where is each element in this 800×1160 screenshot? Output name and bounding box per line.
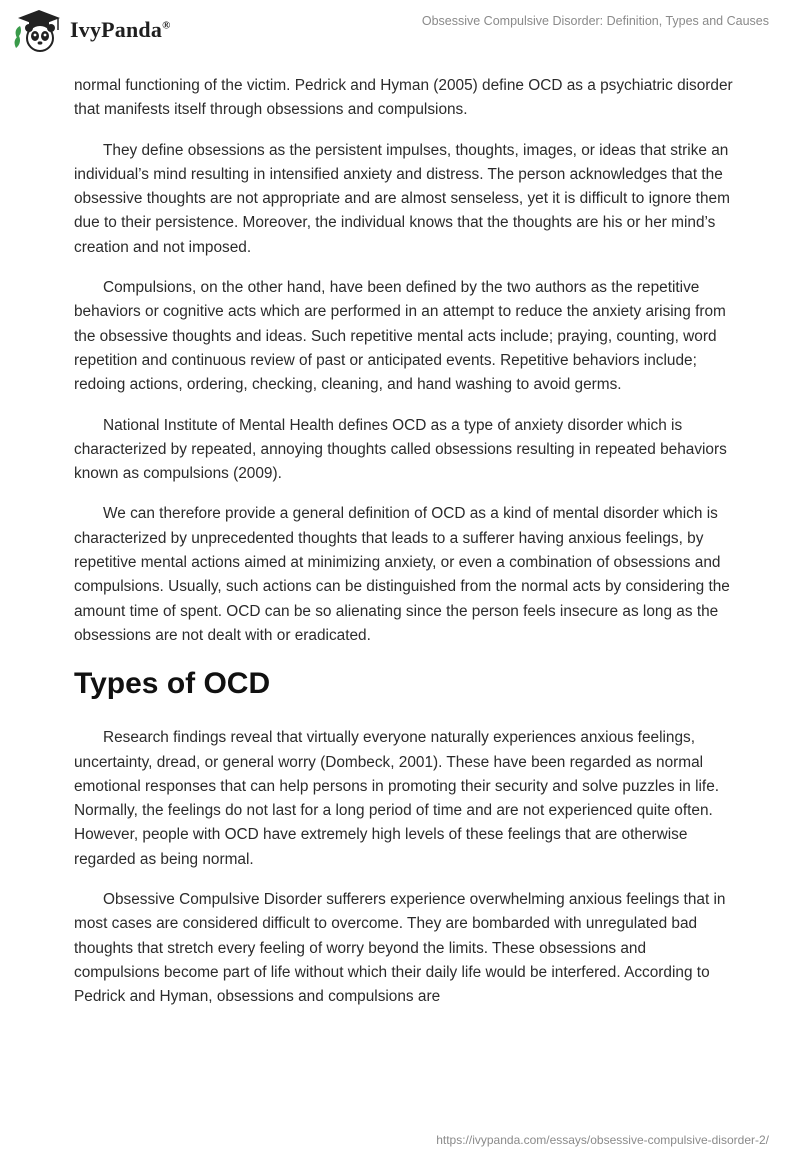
page-header	[0, 0, 800, 62]
panda-graduation-icon	[14, 8, 64, 52]
document-title: Obsessive Compulsive Disorder: Definition, Types and Causes	[421, 14, 769, 28]
ivypanda-logo[interactable]	[14, 8, 171, 52]
paragraph-nimh-definition: National Institute of Mental Health defines OCD as a type of anxiety disorder which is characterized by repeated, annoying thoughts called obsessions resulting in repeated behaviors known as compulsions (2009).	[74, 416, 727, 483]
brand-name: IvyPanda®	[70, 17, 171, 42]
section-heading-types: Types of OCD	[74, 667, 271, 701]
paragraph-compulsions: Compulsions, on the other hand, have been defined by the two authors as the repetitive behaviors or cognitive acts which are performed in an attempt to reduce the anxiety arising from the obsessive thoughts and ideas. Such repetitive mental acts include; praying, counting, word repetition and continuous review of past or anticipated events. Repetitive behaviors include; redoing actions, ordering, checking, cleaning, and hand washing to avoid germs.	[74, 279, 726, 394]
paragraph-obsessions: They define obsessions as the persistent impulses, thoughts, images, or ideas that strike an individual’s mind resulting in intensified anxiety and distress. The person acknowledges that the obsessive thoughts are not appropriate and are almost senseless, yet it is difficult to ignore them due to their persistence. Moreover, the individual knows that the thoughts are his or her mind’s creation and not imposed.	[74, 141, 730, 256]
paragraph-continuation: normal functioning of the victim. Pedrick and Hyman (2005) define OCD as a psychiatric disorder that manifests itself through obsessions and compulsions.	[74, 77, 733, 119]
paragraph-research-findings: Research findings reveal that virtually everyone naturally experiences anxious feelings, uncertainty, dread, or general worry (Dombeck, 2001). These have been regarded as normal emotional responses that can help persons in promoting their security and solve puzzles in life. Normally, the feelings do not last for a long period of time and are not experienced quite often. However, people with OCD have extremely high levels of these feelings that are otherwise regarded as being normal.	[74, 729, 720, 868]
paragraph-general-definition: We can therefore provide a general definition of OCD as a kind of mental disorder which is characterized by unprecedented thoughts that leads to a sufferer having anxious feelings, by repetitive mental actions aimed at minimizing anxiety, or even a combination of obsessions and compulsions. Usually, such actions can be distinguished from the normal acts by considering the amount time of spent. OCD can be so alienating since the person feels insecure as long as the obsessions are not dealt with or eradicated.	[74, 505, 730, 644]
paragraph-sufferers: Obsessive Compulsive Disorder sufferers experience overwhelming anxious feelings that in most cases are considered difficult to overcome. They are bombarded with unregulated bad thoughts that stretch every feeling of worry beyond the limits. These obsessions and compulsions become part of life without which their daily life would be interfered. According to Pedrick and Hyman, obsessions and compulsions are	[74, 891, 726, 1006]
source-url[interactable]: https://ivypanda.com/essays/obsessive-compulsive-disorder-2/	[436, 1133, 769, 1147]
essay-body	[74, 74, 734, 1026]
